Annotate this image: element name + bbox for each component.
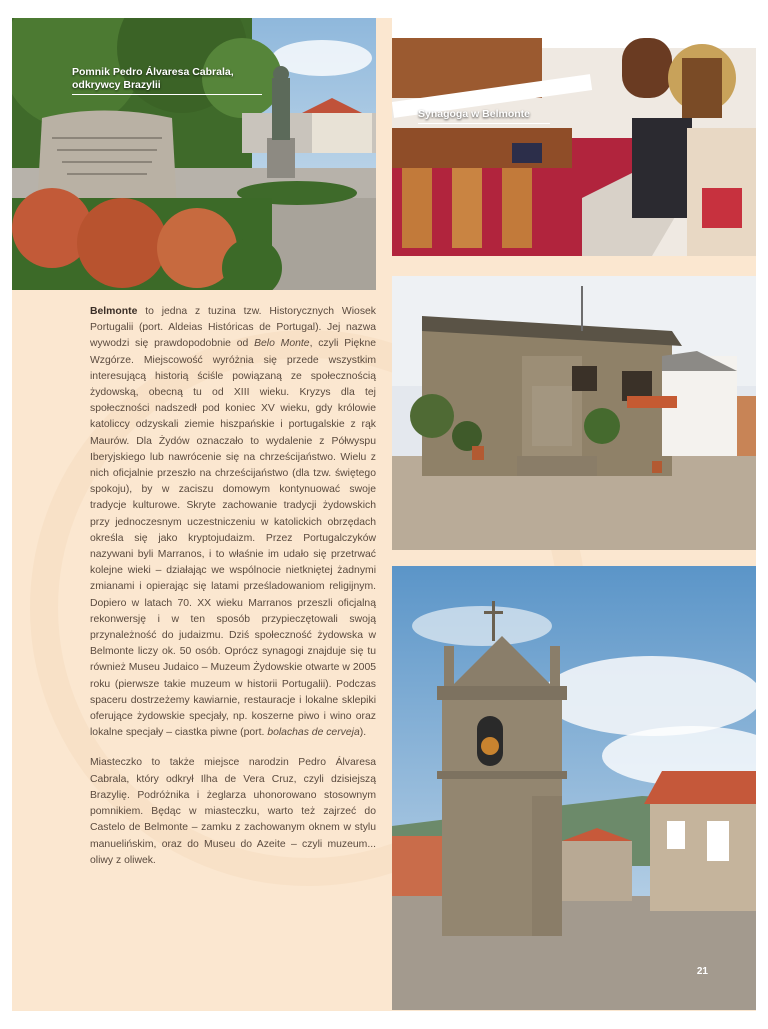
synagogue-illustration (392, 18, 756, 256)
photo-synagogue (392, 18, 756, 256)
emphasis-text: Belo Monte (254, 338, 310, 350)
paragraph-text: , czyli Piękne Wzgórze. Miejscowość wyróżnia się przede wszystkim interesującą historią ściśle powiązaną ze społecznością żydowską, obecną tu od XIII wieku. Kryzys dla tej społeczności nadszedł pod koniec XV wieku, gdy królowie katoliccy odzyskali ziemie hiszpańskie i portugalskie z rąk Maurów. Dla Żydów oznaczało to wydalenie z Półwyspu Iberyjskiego lub nawrócenie się na chrześcijaństwo. Wielu z nich oficjalnie przeszło na chrześcijaństwo (dla tzw. świętego spokoju), by w zaciszu domowym kontynuować swoje tradycje kulturowe. Skryte zachowanie tradycji żydowskich przy jednoczesnym uczestniczeniu w katolickich obrzędach określa się jako kryptojudaizm. Przez Portugalczyków nazywani byli Marranos, i to właśnie im udało się przetrwać kolejne wieki – działając we wspólnocie nietkniętej żadnymi zmianami i opierając się latami prześladowaniom religijnym. Dopiero w latach 70. XX wieku Marranos przeszli oficjalną rekonwersję i w ten sposób przypieczętowali swoją przynależność do judaizmu. Dziś społeczność żydowska w Belmonte liczy ok. 50 osób. Oprócz synagogi znajduje się tu również Museu Judaico – Muzeum Żydowskie otwarte w 2005 roku (pierwsze takie muzeum w historii Portugalii). Podczas spaceru dostrzeżemy kawiarnie, restauracje i lokalne sklepiki oferujące żydowskie specjały, np. koszerne piwo i wino oraz lokalne specjały – ciastka piwne (port. (90, 338, 376, 739)
bell-tower-illustration (392, 566, 756, 1010)
paragraph-cabral: Miasteczko to także miejsce narodzin Pedro Álvaresa Cabrala, który odkrył Ilha de Vera Cruz, czyli dzisiejszą Brazylię. Podróżnika i żeglarza uhonorowano stosownym pomnikiem. Będąc w miasteczku, warto też zajrzeć do Castelo de Belmonte – zamku z zachowanym oknem w stylu manuelińskim, oraz do Museu do Azeite – czyli muzeum... oliwy z oliwek. (90, 757, 376, 866)
page-number: 21 (696, 966, 708, 977)
caption-monument-line2: odkrywcy Brazylii (72, 79, 161, 91)
photo-monument (12, 18, 376, 290)
caption-monument-line1: Pomnik Pedro Álvaresa Cabrala, (72, 66, 234, 78)
caption-synagogue-text: Synagoga w Belmonte (418, 108, 531, 120)
photo-bell-tower (392, 566, 756, 1010)
paragraph-text: to jedna z tuzina tzw. Historycznych Wiosek Portugalii (port. Aldeias Históricas de Portugal). Jej nazwa wywodzi się prawdopodobnie od (90, 306, 376, 350)
caption-rule (418, 123, 550, 124)
paragraph-belmonte (90, 304, 376, 741)
lead-word: Belmonte (90, 306, 138, 317)
caption-monument (72, 66, 262, 95)
photo-stone-house (392, 276, 756, 550)
caption-rule (72, 94, 262, 95)
paragraph-text: ). (359, 727, 367, 739)
monument-illustration (12, 18, 376, 290)
article-text (90, 304, 376, 883)
emphasis-text: bolachas de cerveja (267, 727, 360, 739)
stone-house-illustration (392, 276, 756, 550)
caption-synagogue (418, 108, 550, 124)
